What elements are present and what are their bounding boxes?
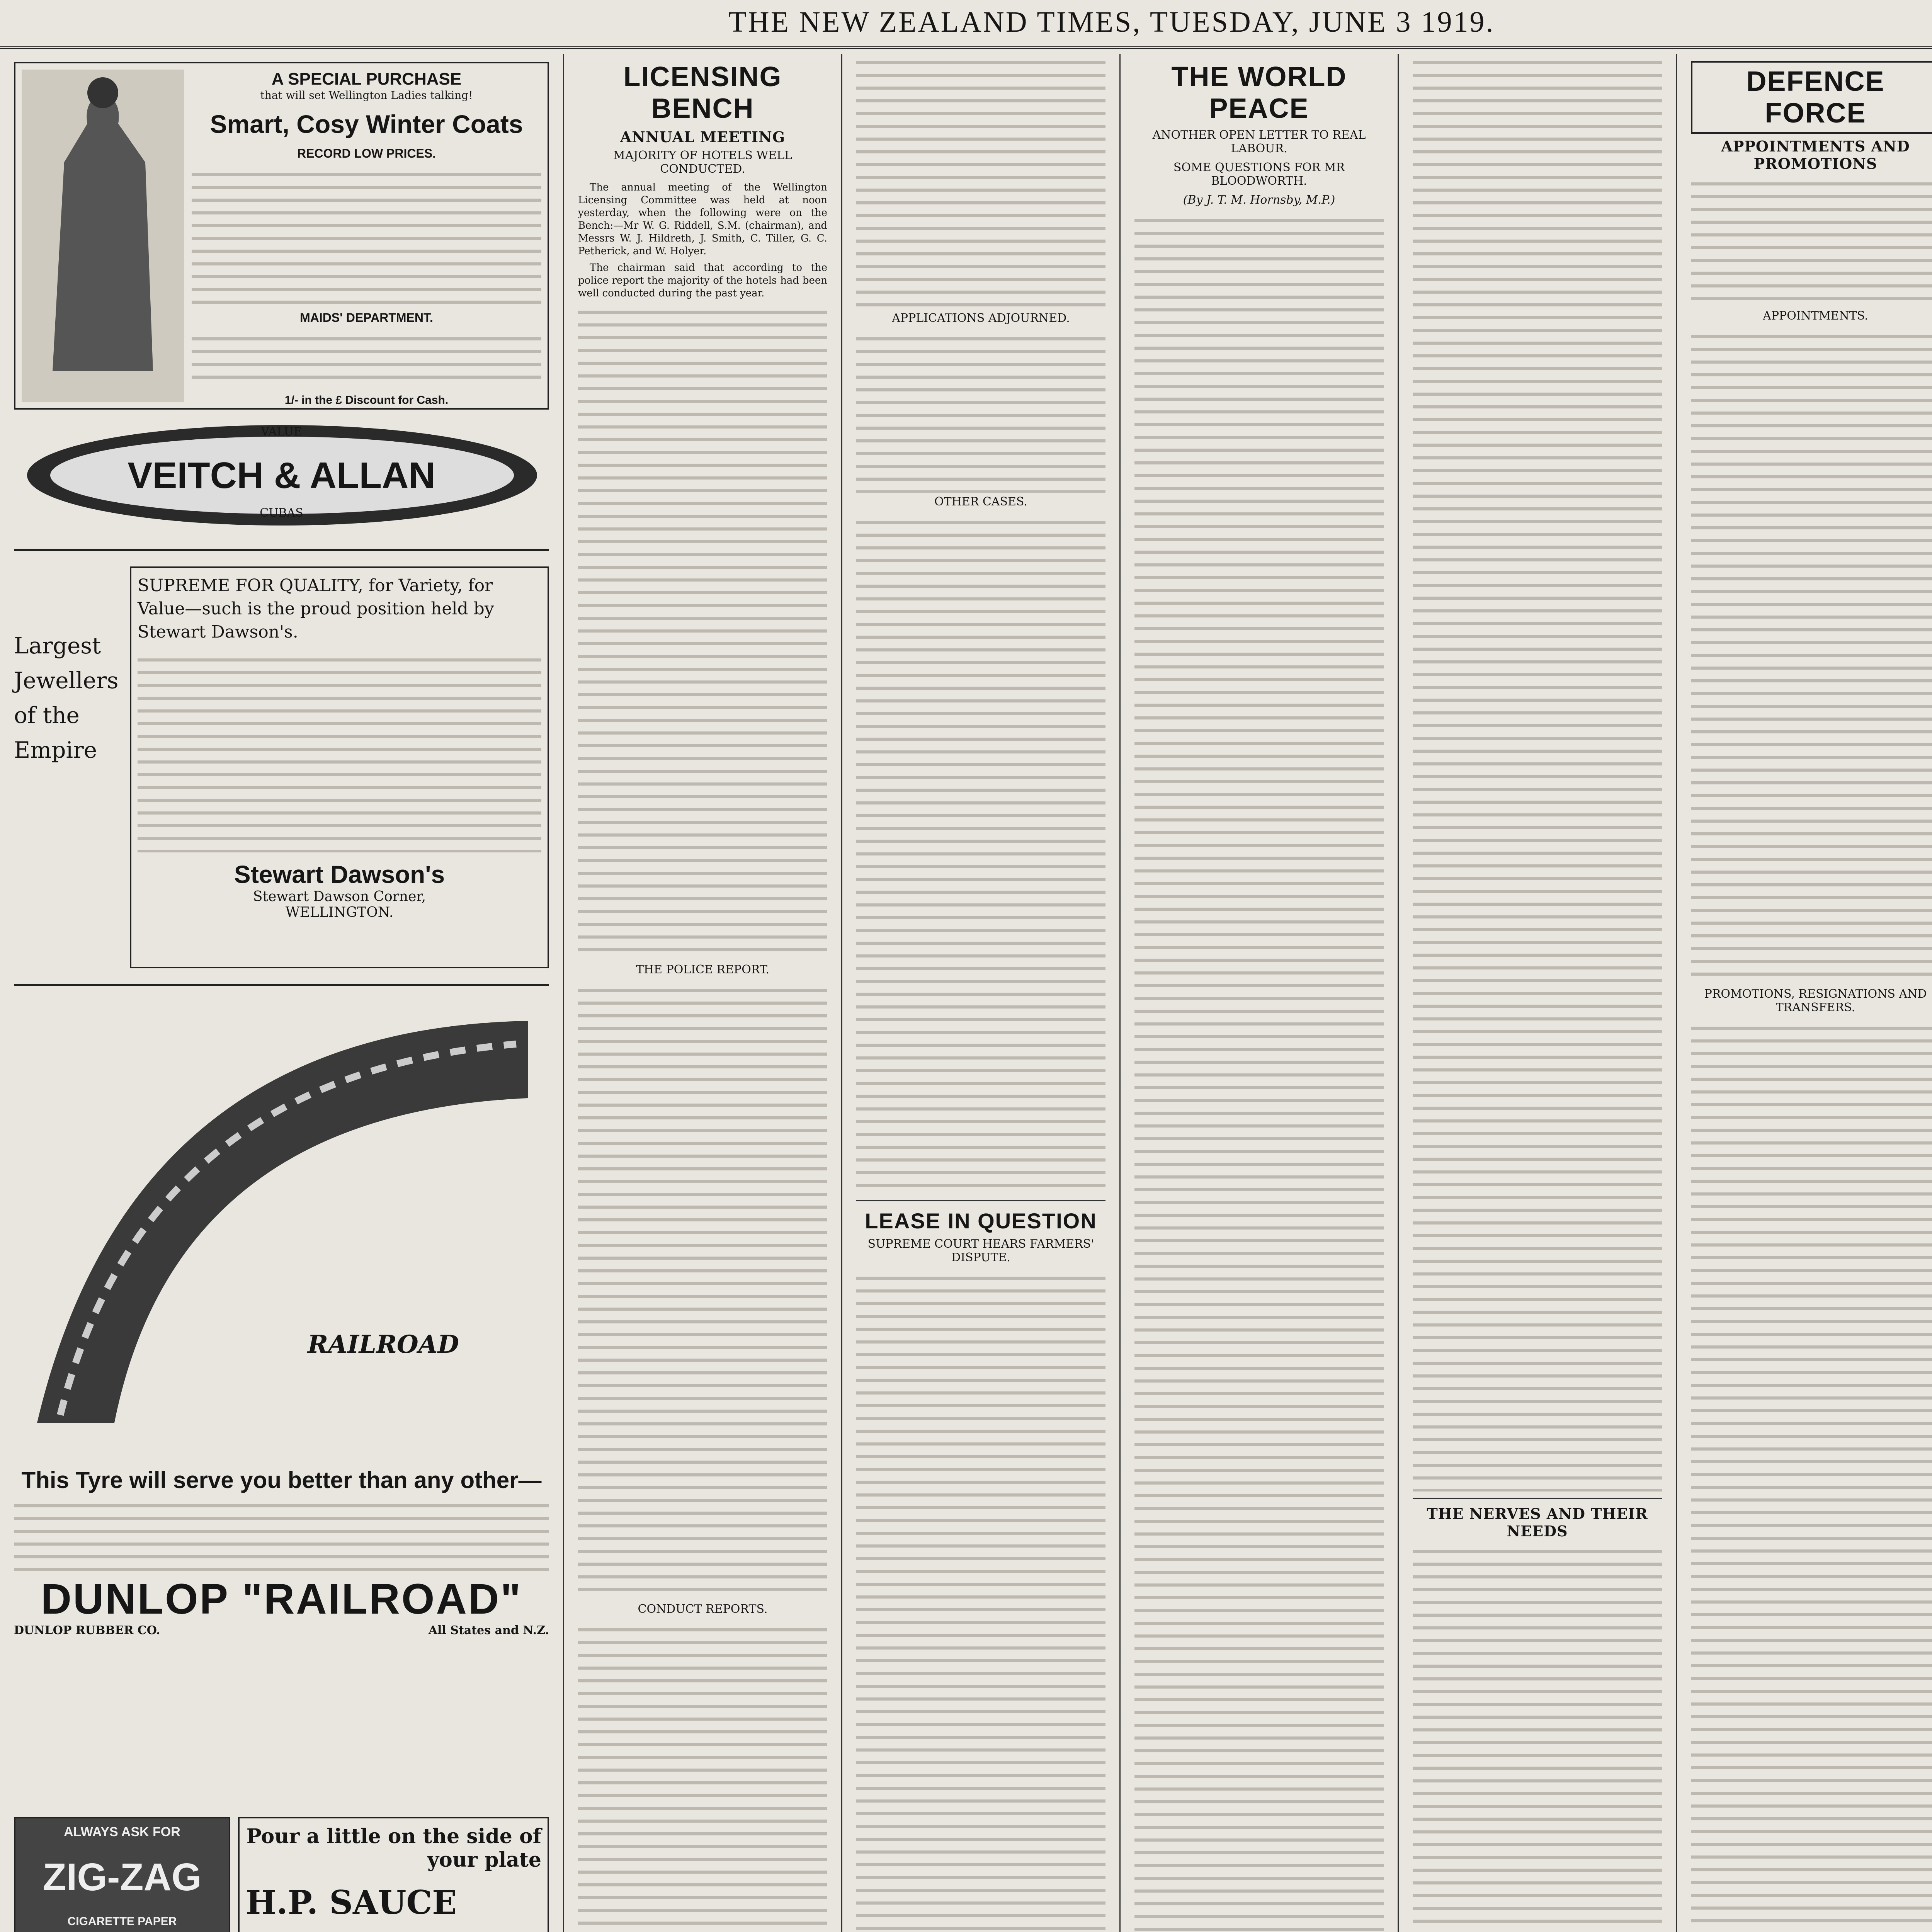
- zigzag-always: ALWAYS ASK FOR: [64, 1825, 180, 1839]
- veitch-name: VEITCH & ALLAN: [128, 455, 435, 496]
- licensing-p1: The annual meeting of the Wellington Licensing Committee was held at noon yesterday, when the following were on the Bench:—Mr W. G. Riddell, S.M. (chairman), and Messrs W. J. Hildreth, J. Smith, C. Tiller, G. C. Petherick, and W. Holyer.: [578, 182, 827, 257]
- lease-sub: SUPREME COURT HEARS FARMERS' DISPUTE.: [867, 1237, 1094, 1264]
- hp-brand: H.P. SAUCE: [246, 1883, 457, 1922]
- defence-column: [1677, 54, 1932, 1932]
- licensing-p2: The chairman said that according to the police report the majority of the hotels had been well conducted during the past year.: [578, 262, 827, 299]
- dawson-side-2: Jewellers: [14, 667, 119, 694]
- defence-sub: APPOINTMENTS AND PROMOTIONS: [1721, 138, 1910, 172]
- peace-sub: ANOTHER OPEN LETTER TO REAL LABOUR.: [1152, 128, 1366, 155]
- coats-title: Smart, Cosy Winter Coats: [210, 110, 523, 138]
- licensing-heading: LICENSING BENCH: [623, 61, 782, 124]
- promotions-heading: PROMOTIONS, RESIGNATIONS AND TRANSFERS.: [1704, 987, 1927, 1014]
- licensing-subtitle: MAJORITY OF HOTELS WELL CONDUCTED.: [613, 149, 792, 176]
- peace-heading: THE WORLD PEACE: [1171, 61, 1347, 124]
- zigzag-name: ZIG-ZAG: [43, 1855, 202, 1899]
- dawson-text: [138, 651, 541, 852]
- bottom-ads: [14, 1809, 549, 1932]
- tyre-tag: RAILROAD: [308, 1330, 459, 1359]
- tyre-illustration: [14, 998, 550, 1461]
- dawson-side-3: of the: [14, 702, 80, 728]
- maids-text: [192, 330, 541, 388]
- dawson-side-1: Largest: [14, 633, 101, 659]
- nerves-body: [1413, 1543, 1662, 1932]
- licensing-continued-column: [842, 54, 1121, 1932]
- col5-text: [1413, 54, 1662, 1492]
- coat-illustration: [22, 70, 184, 402]
- coats-footer: 1/- in the £ Discount for Cash.: [284, 394, 449, 406]
- police-heading: THE POLICE REPORT.: [636, 963, 769, 976]
- nerves-heading: THE NERVES AND THEIR NEEDS: [1427, 1505, 1648, 1540]
- coats-low: RECORD LOW PRICES.: [297, 146, 436, 160]
- zigzag-ad: [14, 1817, 230, 1932]
- veitch-allan-logo: [14, 417, 549, 533]
- hp-sauce-ad: [238, 1817, 549, 1932]
- defence-intro: [1691, 175, 1932, 307]
- world-peace-column: [1121, 54, 1399, 1932]
- coats-heading: A SPECIAL PURCHASE: [271, 70, 462, 88]
- coats-text: [192, 166, 541, 305]
- lease-heading: LEASE IN QUESTION: [865, 1209, 1097, 1233]
- licensing-body: [578, 304, 827, 961]
- peace-sub2: SOME QUESTIONS FOR MR BLOODWORTH.: [1173, 161, 1345, 188]
- dunlop-brand: DUNLOP "RAILROAD": [41, 1575, 522, 1623]
- dawson-ad: [14, 549, 549, 986]
- dawson-side-4: Empire: [14, 737, 97, 763]
- appointments-body: [1691, 328, 1932, 985]
- hp-pour: Pour a little on the side of your plate: [246, 1825, 541, 1872]
- veitch-cubas: CUBAS: [260, 506, 303, 520]
- dawson-body: SUPREME FOR QUALITY, for Variety, for Value—such is the proud position held by Stewart Dawson's.: [138, 576, 494, 642]
- licensing-column: [564, 54, 842, 1932]
- peace-body: [1134, 212, 1384, 1932]
- dawson-address: Stewart Dawson Corner,: [253, 889, 426, 905]
- masthead: [0, 0, 1932, 49]
- zigzag-sub: CIGARETTE PAPER: [67, 1915, 177, 1928]
- veitch-value: VALUE: [261, 425, 302, 439]
- ad-column: [0, 54, 564, 1932]
- police-body: [578, 982, 827, 1600]
- coats-maids: MAIDS' DEPARTMENT.: [300, 311, 433, 325]
- appointments-heading: APPOINTMENTS.: [1763, 309, 1868, 323]
- dawson-city: WELLINGTON.: [285, 905, 394, 920]
- col3-top-text: [856, 54, 1105, 309]
- adjourned-body: [856, 330, 1105, 493]
- coats-ad: [14, 62, 549, 410]
- dunlop-head: This Tyre will serve you better than any other—: [21, 1467, 542, 1493]
- adjourned-heading: APPLICATIONS ADJOURNED.: [892, 311, 1070, 325]
- dunlop-co: DUNLOP RUBBER CO.: [14, 1624, 160, 1637]
- masthead-title: THE NEW ZEALAND TIMES, TUESDAY, JUNE 3 1919.: [728, 6, 1495, 38]
- conduct-body: [578, 1621, 827, 1932]
- conduct-heading: CONDUCT REPORTS.: [638, 1602, 768, 1616]
- dunlop-ad: [14, 998, 549, 1809]
- dawson-name: Stewart Dawson's: [234, 861, 445, 888]
- coats-lead: that will set Wellington Ladies talking!: [260, 89, 473, 102]
- lease-body: [856, 1270, 1105, 1932]
- peace-byline: (By J. T. M. Hornsby, M.P.): [1183, 193, 1335, 207]
- other-cases-body: [856, 514, 1105, 1194]
- dunlop-states: All States and N.Z.: [428, 1624, 549, 1637]
- defence-heading: DEFENCE FORCE: [1691, 61, 1932, 134]
- dunlop-text: [14, 1497, 549, 1575]
- licensing-sub: ANNUAL MEETING: [620, 128, 786, 146]
- other-cases-heading: OTHER CASES.: [934, 495, 1027, 509]
- peace-continued-column: [1399, 54, 1677, 1932]
- promotions-body: [1691, 1020, 1932, 1932]
